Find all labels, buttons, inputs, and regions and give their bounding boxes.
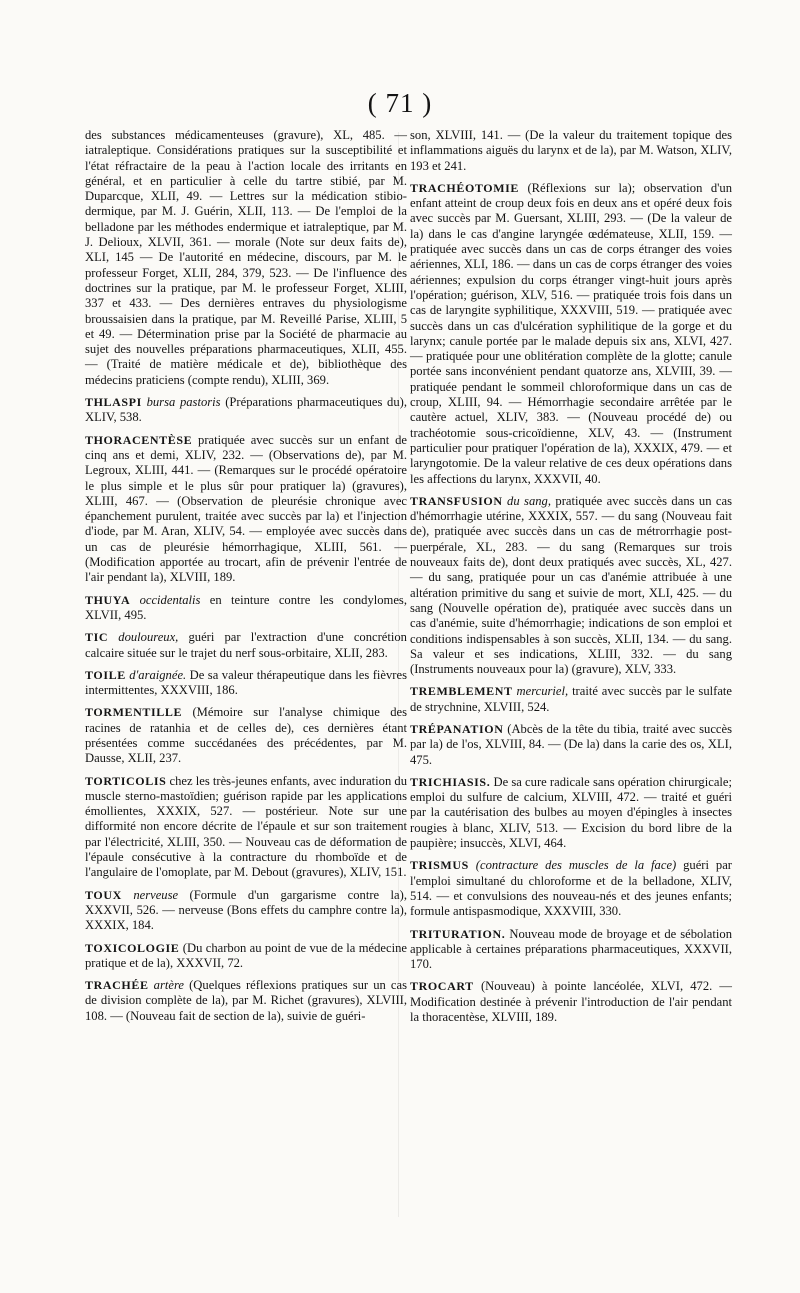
entry-headword: TROCART	[410, 979, 474, 994]
entry-text: De sa cure radicale sans opération chirurgicale; emploi du sulfure de calcium, XLVIII, 472. — traité et guéri par la cautérisation des bulbes au moyen d'épingles à insectes rougies à blanc, XLIV, 513. — Excision du bord libre de la paupière; insuccès, XLVI, 464.	[410, 774, 732, 851]
entry-text: son, XLVIII, 141. — (De la valeur du traitement topique des inflammations aiguës du larynx et de la), par M. Watson, XLIV, 193 et 241.	[410, 128, 732, 173]
index-entry	[85, 395, 407, 426]
index-entry	[410, 927, 732, 973]
entry-text: (Préparations pharmaceutiques du), XLIV, 538.	[85, 395, 407, 425]
entry-headword: TRACHÉE	[85, 978, 149, 993]
entry-italic-term: d'araignée.	[129, 667, 187, 682]
entry-headword: TOILE	[85, 667, 126, 682]
index-entry	[410, 684, 732, 715]
entry-text: pratiquée avec succès dans un cas d'hémorrhagie utérine, XXXIX, 557. — du sang (Nouveau fait de), pratiquée avec succès dans un cas de métrorrhagie post-puerpérale, XL, 283. — du sang (Remarques sur trois nouveaux faits de), dont deux pratiqués avec succès, XL, 427. — du sang, pratiquée pour un cas d'anémie attribuée à une altération primitive du sang et suivie de mort, XLI, 425. — du sang (Nouvelle opération de), pratiquée avec succès dans un cas d'anémie, suite d'hémorrhagie; indications de son emploi et conditions indispensables à son succès, XLII, 134. — du sang. Sa valeur et ses indications, XLIII, 332. — du sang (Instruments nouveaux pour la) (gravure), XLV, 333.	[410, 493, 733, 677]
index-entry	[410, 979, 732, 1025]
entry-text: pratiquée avec succès sur un enfant de cinq ans et demi, XLIV, 232. — (Observations de), par M. Legroux, XLIII, 441. — (Remarques sur le procédé opératoire le plus simple et le plus sûr pour pratiquer la) (gravures), XLIII, 467. — (Observation de pleurésie chronique avec épanchement purulent, traitée avec succès par la) et l'injection d'iode, par M. Aran, XLIV, 54. — employée avec succès dans un cas de pleurésie hémorrhagique, XLIII, 561. — (Modification apportée au trocart, afin de prévenir l'entrée de l'air pendant la), XLVIII, 189.	[85, 432, 407, 585]
entry-headword: TRÉPANATION	[410, 721, 504, 736]
index-entry	[410, 494, 732, 678]
entry-headword: TRICHIASIS.	[410, 774, 491, 789]
entry-headword: TREMBLEMENT	[410, 684, 513, 699]
index-entry	[410, 722, 732, 768]
index-entry	[85, 433, 407, 586]
index-entry	[85, 593, 407, 624]
entry-text: traité avec succès par le sulfate de strychnine, XLVIII, 524.	[410, 684, 732, 714]
index-entry	[85, 774, 407, 881]
entry-text: guéri par l'emploi simultané du chloroforme et de la belladone, XLIV, 514. — et convulsions des nouveau-nés et des jeunes enfants; formule antispasmodique, XXXVIII, 330.	[410, 858, 732, 919]
index-entry	[85, 668, 407, 699]
entry-italic-term: douloureux,	[118, 630, 179, 645]
entry-italic-term: bursa pastoris	[146, 395, 221, 410]
entry-text: (Du charbon au point de vue de la médecine pratique et de la), XXXVII, 72.	[85, 940, 407, 970]
entry-text: (Mémoire sur l'analyse chimique des racines de ratanhia et de celles de), ces dernières étant présentées comme succédanées des précédentes, par M. Dausse, XLII, 237.	[85, 705, 407, 766]
index-entry	[410, 128, 732, 174]
entry-text: (Quelques réflexions pratiques sur un cas de division complète de la), par M. Richet (gravures), XLVIII, 108. — (Nouveau fait de section de la), suivie de guéri-	[85, 978, 408, 1023]
index-entry	[85, 630, 407, 661]
index-entry	[85, 941, 407, 972]
index-entry	[410, 181, 732, 487]
entry-text: en teinture contre les condylomes, XLVII, 495.	[85, 592, 407, 622]
index-entry	[410, 775, 732, 851]
right-column	[410, 128, 732, 1032]
entry-headword: TOXICOLOGIE	[85, 940, 180, 955]
index-entry	[410, 858, 732, 919]
entry-italic-term: du sang,	[507, 493, 551, 508]
index-entry	[85, 978, 407, 1024]
index-entry	[85, 705, 407, 766]
entry-headword: THUYA	[85, 592, 131, 607]
entry-headword: TOUX	[85, 887, 122, 902]
entry-headword: TORTICOLIS	[85, 773, 167, 788]
entry-italic-term: occidentalis	[139, 592, 201, 607]
page-number: ( 71 )	[367, 88, 433, 118]
entry-italic-term: (contracture des muscles de la face)	[475, 858, 677, 873]
entry-italic-term: artère	[153, 978, 184, 993]
entry-text: chez les très-jeunes enfants, avec induration du muscle sterno-mastoïdien; guérison rapide par les applications émollientes, XXXIX, 527. — postérieur. Note sur une difformité non encore décrite de l'épaule et sur son traitement par l'électricité, XLIII, 350. — Nouveau cas de déformation de l'épaule consécutive à la contracture du rhomboïde et de l'angulaire de l'omoplate, par M. Debout (gravures), XLIV, 151.	[85, 773, 407, 880]
entry-headword: THLASPI	[85, 395, 142, 410]
entry-headword: TORMENTILLE	[85, 705, 183, 720]
entry-text: (Nouveau) à pointe lancéolée, XLVI, 472. — Modification destinée à prévenir l'introduction de l'air pendant la thoracentèse, XLVIII, 189.	[410, 979, 733, 1025]
entry-headword: THORACENTÈSE	[85, 432, 193, 447]
left-column	[85, 128, 407, 1031]
entry-text: De sa valeur thérapeutique dans les fièvres intermittentes, XXXVIII, 186.	[85, 667, 407, 698]
index-entry	[85, 888, 407, 934]
entry-headword: TRITURATION.	[410, 926, 506, 941]
entry-headword: TRISMUS	[410, 858, 469, 873]
entry-text: guéri par l'extraction d'une concrétion calcaire située sur le trajet du nerf sous-orbitaire, XLII, 283.	[85, 630, 407, 660]
entry-italic-term: nerveuse	[133, 887, 179, 902]
entry-text: (Formule d'un gargarisme contre la), XXXVII, 526. — nerveuse (Bons effets du camphre contre la), XXXIX, 184.	[85, 887, 407, 933]
entry-headword: TRANSFUSION	[410, 493, 503, 508]
entry-headword: TRACHÉOTOMIE	[410, 180, 519, 195]
entry-text: (Abcès de la tête du tibia, traité avec succès par la) de l'os, XLVIII, 84. — (De la) dans la carie des os, XLI, 475.	[410, 721, 732, 767]
entry-text: (Réflexions sur la); observation d'un enfant atteint de croup deux fois en deux ans et opéré deux fois avec succès par M. Guersant, XLIII, 293. — (De la valeur de la) dans le cas d'angine laryngée œdémateuse, XLII, 159. — pratiquée avec succès dans un cas de corps étranger des voies aériennes, XLI, 186. — dans un cas de corps étranger des voies aériennes; expulsion du corps étranger vingt-huit jours après l'opération; guérison, XLV, 516. — pratiquée trois fois dans un cas de laryngite syphilitique, XXXVIII, 519. — pratiquée avec succès dans un cas d'ulcération syphilitique de la gorge et du larynx; canule portée par le malade depuis six ans, XLVI, 427. — pratiquée pour une oblitération complète de la glotte; canule portée sans inconvénient pendant quatorze ans, XLVIII, 39. — pratiquée pendant le sommeil chloroformique dans un cas de croup, XLIII, 94. — Hémorrhagie secondaire arrêtée par le cautère actuel, XLIV, 383. — (Nouveau procédé de) ou trachéotomie sous-cricoïdienne, XLV, 43. — (Instrument particulier pour pratiquer l'opération de la), XXXIX, 479. — et laryngotomie. De la valeur relative de ces deux opérations dans les affections du larynx, XXXVII, 40.	[410, 180, 732, 486]
entry-italic-term: mercuriel,	[516, 684, 569, 699]
entry-text: Nouveau mode de broyage et de sébolation applicable à certaines préparations pharmaceutiques, XXXVII, 170.	[410, 926, 732, 972]
index-entry	[85, 128, 407, 388]
entry-headword: TIC	[85, 630, 109, 645]
entry-text: des substances médicamenteuses (gravure), XL, 485. — iatraleptique. Considérations pratiques sur la susceptibilité et l'état réfractaire de la peau à l'action locale des irritants en général, et en particulier à celle du tartre stibié, par M. Duparcque, XLII, 49. — Lettres sur la médication stibio-dermique, par M. J. Guérin, XLII, 113. — De l'emploi de la belladone par les méthodes endermique et iatraleptique, par M. J. Delioux, XLVII, 361. — morale (Note sur deux faits de), XLI, 145 — De l'autorité en médecine, discours, par M. le professeur Forget, XLII, 284, 379, 523. — De l'influence des doctrines sur la pratique, par M. le professeur Forget, XLIII, 337 et 433. — Des dernières entraves du physiologisme broussaisien dans la pratique, par M. Reveillé Parise, XLIII, 5 et 49. — Détermination prise par la Société de pharmacie au sujet des nouvelles préparations pharmaceutiques, XLII, 455. — (Traité de matière médicale et de), bibliothèque des médecins praticiens (compte rendu), XLIII, 369.	[85, 128, 407, 387]
